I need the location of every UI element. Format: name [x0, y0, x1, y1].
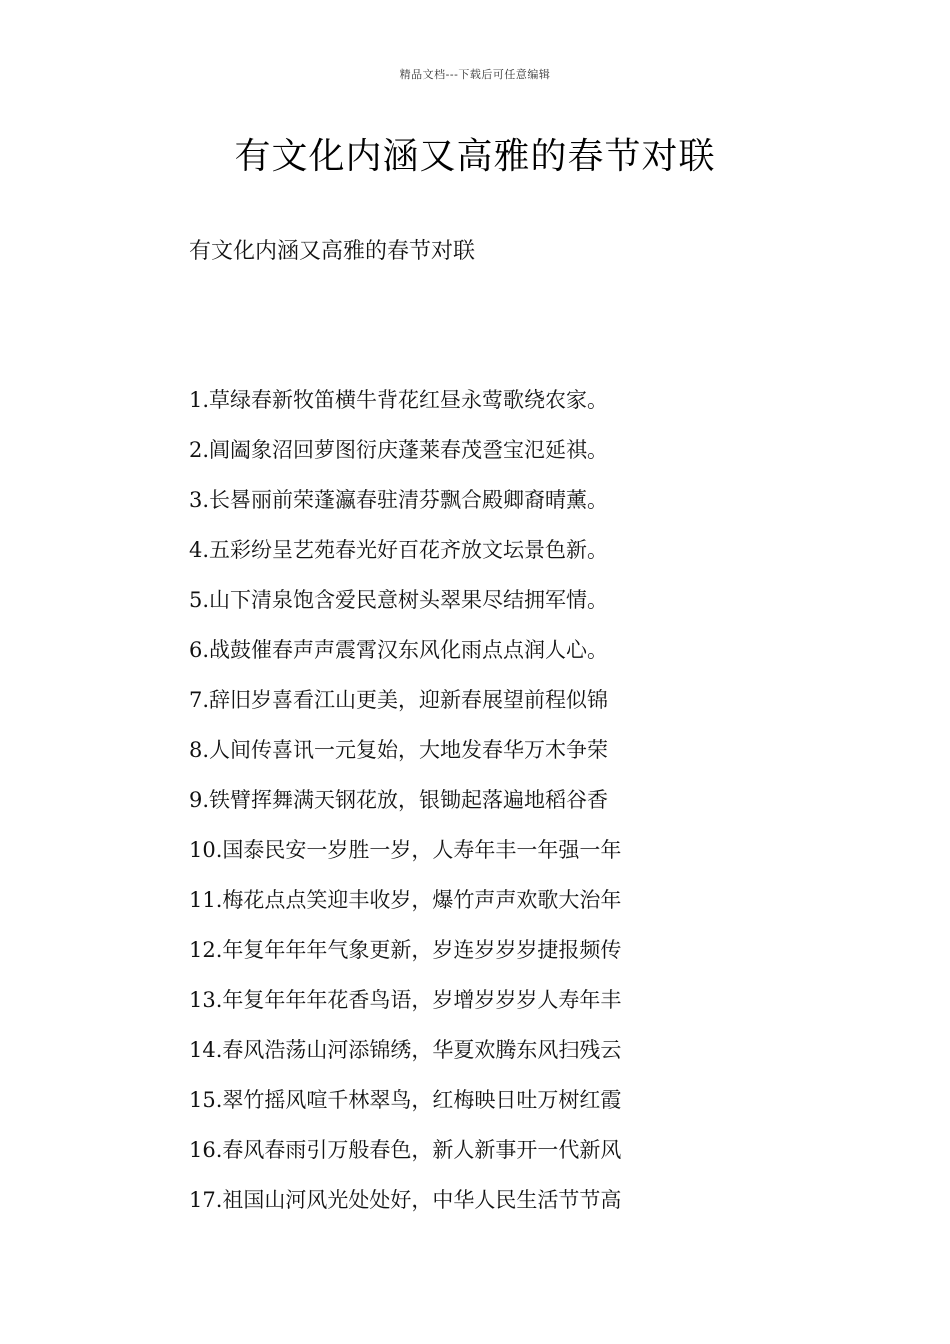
couplet-item: 8.人间传喜讯一元复始，大地发春华万木争荣	[189, 738, 609, 762]
couplet-item: 2.阊阖象沼回萝图衍庆蓬莱春茂巹宝氾延祺。	[189, 438, 609, 462]
subtitle: 有文化内涵又高雅的春节对联	[189, 239, 476, 264]
couplet-item: 15.翠竹摇风喧千林翠鸟，红梅映日吐万树红霞	[189, 1088, 622, 1112]
couplet-item: 14.春风浩荡山河添锦绣，华夏欢腾东风扫残云	[189, 1038, 622, 1062]
couplet-item: 12.年复年年年气象更新，岁连岁岁岁捷报频传	[189, 938, 622, 962]
header-note: 精品文档---下载后可任意编辑	[399, 68, 551, 81]
couplet-item: 11.梅花点点笑迎丰收岁，爆竹声声欢歌大治年	[189, 888, 622, 912]
couplet-list	[189, 382, 621, 1232]
couplet-item: 4.五彩纷呈艺苑春光好百花齐放文坛景色新。	[189, 538, 609, 562]
couplet-item: 10.国泰民安一岁胜一岁，人寿年丰一年强一年	[189, 838, 622, 862]
couplet-item: 9.铁臂挥舞满天钢花放，银锄起落遍地稻谷香	[189, 788, 609, 812]
couplet-item: 6.战鼓催春声声震霄汉东风化雨点点润人心。	[189, 638, 609, 662]
couplet-item: 17.祖国山河风光处处好，中华人民生活节节高	[189, 1188, 622, 1212]
couplet-item: 7.辞旧岁喜看江山更美，迎新春展望前程似锦	[189, 688, 609, 712]
couplet-item: 3.长晷丽前荣蓬瀛春驻清芬飘合殿卿裔晴薰。	[189, 488, 609, 512]
couplet-item: 1.草绿春新牧笛横牛背花红昼永莺歌绕农家。	[189, 388, 609, 412]
page-title: 有文化内涵又高雅的春节对联	[234, 136, 716, 177]
couplet-item: 16.春风春雨引万般春色，新人新事开一代新风	[189, 1138, 622, 1162]
couplet-item: 13.年复年年年花香鸟语，岁增岁岁岁人寿年丰	[189, 988, 622, 1012]
couplet-item: 5.山下清泉饱含爱民意树头翠果尽结拥军情。	[189, 588, 609, 612]
